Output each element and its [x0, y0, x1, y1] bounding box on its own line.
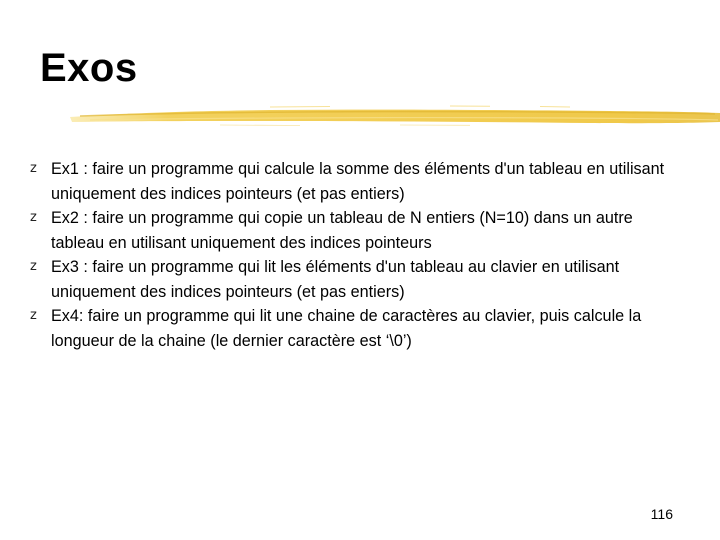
exercise-text: Ex3 : faire un programme qui lit les éléments d'un tableau au clavier en utilisant uniquement des indices pointeurs (et pas entiers) [51, 258, 620, 301]
exercise-text: Ex2 : faire un programme qui copie un tableau de N entiers (N=10) dans un autre tableau en utilisant uniquement des indices pointeurs [51, 209, 633, 252]
list-item [30, 157, 680, 206]
title-underline [70, 101, 720, 131]
bullet-icon: z [30, 210, 37, 225]
slide-title: Exos [40, 46, 138, 90]
page-number: 116 [650, 506, 673, 522]
list-item [30, 206, 680, 255]
exercise-list [30, 157, 680, 353]
list-item [30, 304, 680, 353]
exercise-text: Ex1 : faire un programme qui calcule la somme des éléments d'un tableau en utilisant uniquement des indices pointeurs (et pas entiers) [51, 160, 665, 203]
bullet-icon: z [30, 259, 37, 274]
exercise-text: Ex4: faire un programme qui lit une chaine de caractères au clavier, puis calcule la longueur de la chaine (le dernier caractère est ‘\0’) [51, 307, 642, 350]
bullet-icon: z [30, 161, 37, 176]
list-item [30, 255, 680, 304]
bullet-icon: z [30, 308, 37, 323]
